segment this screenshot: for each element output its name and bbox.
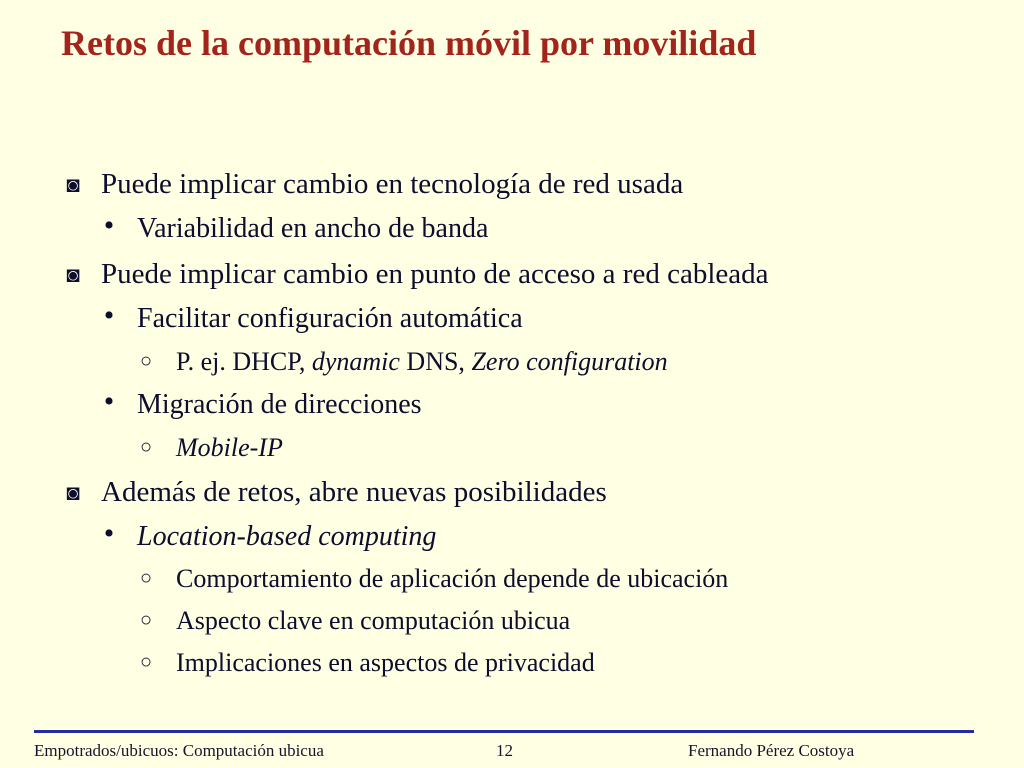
bullet-text [137, 213, 488, 244]
bullet-text-part: Facilitar configuración automática [137, 303, 523, 334]
bullet-text-part: Aspecto clave en computación ubicua [176, 606, 571, 635]
slide-title: Retos de la computación móvil por movilidad [61, 23, 757, 63]
bullet-level-2 [98, 385, 422, 421]
bullet-text-part: P. ej. DHCP, [176, 347, 312, 376]
bullet-circle-icon: ○ [139, 609, 153, 631]
bullet-text-part: Migración de direcciones [137, 389, 422, 420]
bullet-level-1 [60, 168, 683, 201]
bullet-level-1 [60, 476, 607, 509]
bullet-square-icon: ◙ [66, 480, 80, 505]
bullet-dot-icon: • [103, 517, 115, 550]
bullet-text [101, 258, 769, 290]
bullet-text [137, 303, 523, 334]
bullet-square-icon: ◙ [66, 172, 80, 197]
bullet-text-part: Location-based computing [137, 521, 437, 552]
bullet-level-3 [135, 606, 570, 636]
bullet-text [176, 606, 570, 635]
bullet-circle-icon: ○ [139, 350, 153, 372]
bullet-level-1 [60, 258, 769, 291]
bullet-text-part: Puede implicar cambio en tecnología de red usada [101, 168, 684, 200]
bullet-text [137, 521, 436, 552]
bullet-circle-icon: ○ [139, 436, 153, 458]
footer-divider [34, 730, 974, 733]
bullet-text-part: Comportamiento de aplicación depende de ubicación [176, 564, 729, 593]
bullet-level-3 [135, 347, 668, 377]
bullet-text-part: DNS, [399, 347, 472, 376]
bullet-circle-icon: ○ [139, 567, 153, 589]
bullet-text [176, 564, 728, 593]
bullet-text-part: dynamic [311, 347, 400, 376]
bullet-level-3 [135, 648, 595, 678]
footer-author: Fernando Pérez Costoya [688, 741, 855, 760]
bullet-level-2 [98, 209, 489, 245]
bullet-square-icon: ◙ [66, 262, 80, 287]
bullet-level-3 [135, 433, 283, 463]
bullet-text [137, 389, 422, 420]
bullet-dot-icon: • [103, 209, 115, 242]
bullet-text [101, 476, 607, 508]
bullet-text [176, 433, 283, 462]
bullet-text [176, 347, 668, 376]
bullet-text-part: Mobile-IP [176, 433, 283, 462]
footer-page-number: 12 [496, 741, 513, 760]
bullet-text-part: Puede implicar cambio en punto de acceso a red cableada [101, 258, 769, 290]
bullet-text-part: Además de retos, abre nuevas posibilidades [101, 476, 607, 508]
bullet-dot-icon: • [103, 299, 115, 332]
bullet-text-part: Implicaciones en aspectos de privacidad [176, 648, 595, 677]
bullet-circle-icon: ○ [139, 651, 153, 673]
bullet-text-part: Variabilidad en ancho de banda [137, 213, 489, 244]
bullet-text [101, 168, 683, 200]
footer-course: Empotrados/ubicuos: Computación ubicua [34, 741, 324, 760]
bullet-level-3 [135, 564, 728, 594]
bullet-level-2 [98, 517, 437, 553]
bullet-text-part: Zero configuration [471, 347, 668, 376]
bullet-text [176, 648, 595, 677]
bullet-dot-icon: • [103, 385, 115, 418]
bullet-level-2 [98, 299, 523, 335]
